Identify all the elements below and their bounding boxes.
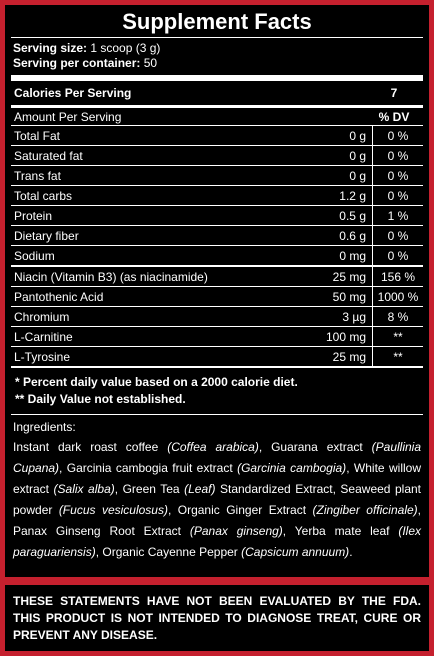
nutrient-dv: 0 %: [373, 226, 424, 246]
nutrient-amount: 0 g: [263, 146, 373, 166]
nutrient-dv: 8 %: [373, 307, 424, 327]
nutrient-row: [11, 327, 423, 347]
ingredient-text: , White willow extract: [13, 461, 421, 496]
nutrient-dv: 0 %: [373, 186, 424, 206]
ingredient-botanical-name: (Panax ginseng): [189, 524, 283, 538]
nutrient-dv: **: [373, 347, 424, 368]
ingredient-text: , Guarana extract: [258, 440, 372, 454]
footnote-percent: * Percent daily value based on a 2000 calorie diet.: [15, 375, 298, 389]
supplement-facts-panel: [5, 5, 429, 577]
ingredients-text: [11, 436, 423, 563]
ingredient-text: , Organic Ginger Extract: [167, 503, 313, 517]
ingredient-text: .: [349, 545, 353, 559]
nutrient-dv: **: [373, 327, 424, 347]
nutrient-row: [11, 226, 423, 246]
nutrient-dv: 0 %: [373, 146, 424, 166]
nutrient-name: Chromium: [11, 307, 263, 327]
nutrient-amount: 3 µg: [263, 307, 373, 327]
nutrient-row: [11, 287, 423, 307]
panel-title: Supplement Facts: [122, 9, 312, 34]
nutrient-row: [11, 146, 423, 166]
calories-label: Calories Per Serving: [14, 86, 132, 100]
servings-per-container-label: Serving per container:: [13, 56, 141, 70]
nutrient-name: Saturated fat: [11, 146, 263, 166]
nutrient-name: Pantothenic Acid: [11, 287, 263, 307]
nutrient-amount: 1.2 g: [263, 186, 373, 206]
nutrient-name: Protein: [11, 206, 263, 226]
ingredient-text: , Yerba mate leaf: [282, 524, 399, 538]
ingredient-text: Instant dark roast coffee: [13, 440, 168, 454]
calories-row: [11, 81, 423, 105]
ingredient-botanical-name: (Salix alba): [53, 482, 115, 496]
nutrient-table: [11, 125, 423, 368]
nutrient-row: [11, 347, 423, 368]
ingredient-text: , Green Tea: [114, 482, 185, 496]
amount-header: [11, 108, 423, 125]
nutrient-name: Niacin (Vitamin B3) (as niacinamide): [11, 266, 263, 287]
dv-header: % DV: [378, 109, 410, 124]
ingredients-label: Ingredients:: [13, 420, 76, 434]
ingredient-text: Standardized Extract, Seaweed plant powder: [13, 482, 421, 517]
nutrient-amount: 25 mg: [263, 266, 373, 287]
nutrient-name: L-Tyrosine: [11, 347, 263, 368]
nutrient-row: [11, 166, 423, 186]
nutrient-amount: 100 mg: [263, 327, 373, 347]
nutrient-dv: 1000 %: [373, 287, 424, 307]
ingredient-botanical-name: (Coffea arabica): [167, 440, 259, 454]
nutrient-name: Total Fat: [11, 126, 263, 146]
ingredient-botanical-name: (Capsicum annuum): [241, 545, 350, 559]
nutrient-dv: 1 %: [373, 206, 424, 226]
nutrient-name: L-Carnitine: [11, 327, 263, 347]
ingredient-botanical-name: (Fucus vesiculosus): [58, 503, 168, 517]
ingredient-botanical-name: (Ilex paraguariensis): [13, 524, 421, 559]
nutrient-row: [11, 246, 423, 267]
nutrient-row: [11, 186, 423, 206]
nutrient-amount: 0 mg: [263, 246, 373, 267]
ingredient-botanical-name: (Leaf): [184, 482, 216, 496]
nutrient-name: Dietary fiber: [11, 226, 263, 246]
ingredient-botanical-name: (Zingiber officinale): [312, 503, 418, 517]
amount-per-serving-label: Amount Per Serving: [14, 109, 122, 124]
servings-per-container: [11, 56, 423, 75]
nutrient-amount: 0.6 g: [263, 226, 373, 246]
ingredient-text: , Organic Cayenne Pepper: [95, 545, 242, 559]
calories-value: 7: [390, 86, 398, 100]
nutrient-amount: 50 mg: [263, 287, 373, 307]
nutrient-row: [11, 266, 423, 287]
nutrient-row: [11, 206, 423, 226]
nutrient-row: [11, 126, 423, 146]
nutrient-dv: 156 %: [373, 266, 424, 287]
serving-size-label: Serving size:: [13, 41, 88, 55]
nutrient-amount: 0.5 g: [263, 206, 373, 226]
ingredient-botanical-name: (Garcinia cambogia): [237, 461, 347, 475]
nutrient-name: Total carbs: [11, 186, 263, 206]
nutrient-amount: 25 mg: [263, 347, 373, 368]
servings-per-container-value: 50: [143, 56, 158, 70]
nutrient-name: Sodium: [11, 246, 263, 267]
nutrient-dv: 0 %: [373, 246, 424, 267]
nutrient-amount: 0 g: [263, 126, 373, 146]
serving-size-value: 1 scoop (3 g): [90, 41, 161, 55]
nutrient-dv: 0 %: [373, 166, 424, 186]
nutrient-row: [11, 307, 423, 327]
fda-disclaimer: THESE STATEMENTS HAVE NOT BEEN EVALUATED BY THE FDA. THIS PRODUCT IS NOT INTENDED TO DIAGNOSE TREAT, CURE OR PREVENT ANY DISEASE.: [5, 585, 429, 651]
serving-size: [11, 38, 423, 56]
nutrient-amount: 0 g: [263, 166, 373, 186]
footnotes: [11, 368, 423, 414]
nutrient-name: Trans fat: [11, 166, 263, 186]
ingredient-botanical-name: (Paullinia Cupana): [13, 440, 421, 475]
ingredient-text: , Panax Ginseng Root Extract: [13, 503, 422, 538]
nutrient-dv: 0 %: [373, 126, 424, 146]
ingredient-text: , Garcinia cambogia fruit extract: [59, 461, 238, 475]
footnote-not-established: ** Daily Value not established.: [15, 392, 186, 406]
